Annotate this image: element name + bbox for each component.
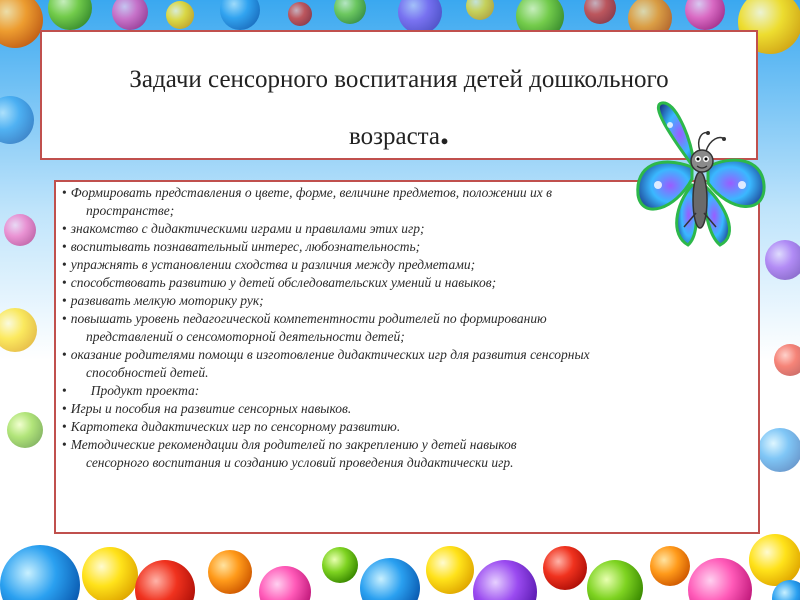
list-item: [62, 346, 752, 382]
bullet: •: [62, 311, 67, 326]
item-text: Картотека дидактических игр по сенсорному развитию.: [70, 419, 401, 434]
title-period: .: [440, 112, 450, 152]
item-text: Методические рекомендации для родителей по закреплению у детей навыков: [70, 437, 517, 452]
item-text: воспитывать познавательный интерес, любознательность;: [70, 239, 421, 254]
list-item: [62, 274, 752, 292]
list-item: [62, 382, 752, 400]
item-text: знакомство с дидактическими играми и правилами этих игр;: [70, 221, 425, 236]
item-text: Продукт проекта:: [90, 383, 200, 398]
bullet: •: [62, 275, 67, 290]
bullet: •: [62, 347, 67, 362]
list-item: [62, 400, 752, 418]
list-item: [62, 292, 752, 310]
item-text: развивать мелкую моторику рук;: [70, 293, 264, 308]
list-item: [62, 256, 752, 274]
bullet: •: [62, 437, 67, 452]
list-item: [62, 418, 752, 436]
list-item: [62, 436, 752, 472]
item-continuation: сенсорного воспитания и созданию условий проведения дидактически игр.: [86, 455, 514, 470]
item-text: упражнять в установлении сходства и различия между предметами;: [70, 257, 476, 272]
bullet: •: [62, 401, 67, 416]
bullet: •: [62, 185, 67, 200]
item-text: Игры и пособия на развитие сенсорных навыков.: [70, 401, 352, 416]
bullet: •: [62, 257, 67, 272]
bullet: •: [62, 293, 67, 308]
item-continuation: представлений о сенсомоторной деятельности детей;: [86, 329, 405, 344]
bullet: •: [62, 419, 67, 434]
butterfly-icon: [630, 95, 770, 255]
item-text: способствовать развитию у детей обследовательских умений и навыков;: [70, 275, 497, 290]
title-line-2-text: возраста: [348, 123, 441, 150]
bullet: •: [62, 383, 67, 398]
item-continuation: пространстве;: [86, 203, 175, 218]
item-text: повышать уровень педагогической компетентности родителей по формированию: [70, 311, 547, 326]
bullet: •: [62, 239, 67, 254]
bullet: •: [62, 221, 67, 236]
item-text: Формировать представления о цвете, форме, величине предметов, положении их в: [70, 185, 552, 200]
item-text: оказание родителями помощи в изготовление дидактических игр для развития сенсорных: [70, 347, 590, 362]
list-item: [62, 310, 752, 346]
item-continuation: способностей детей.: [86, 365, 209, 380]
title-line-1: Задачи сенсорного воспитания детей дошкольного: [129, 66, 669, 93]
